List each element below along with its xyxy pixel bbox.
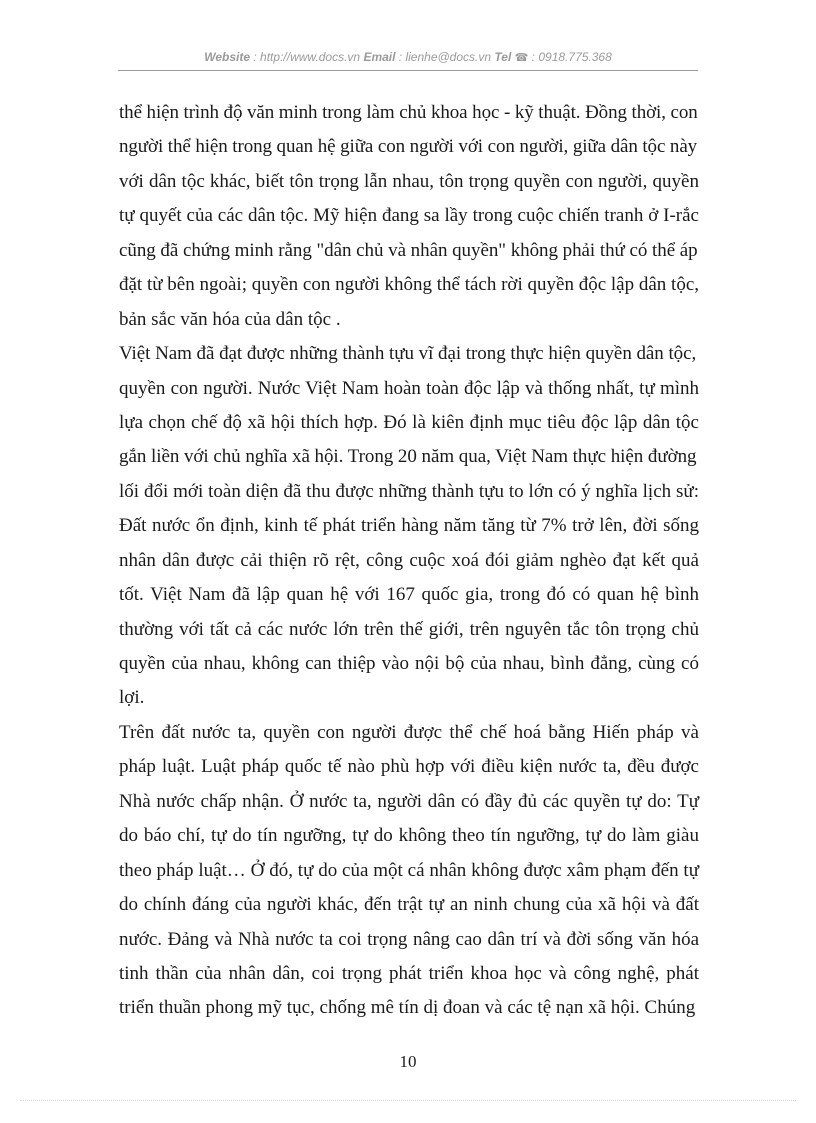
email-label: Email — [363, 50, 396, 64]
email-link[interactable]: lienhe@docs.vn — [405, 50, 492, 64]
text-line: quyền của nhau, không can thiệp vào nội bộ của nhau, bình đẳng, cùng có — [119, 653, 699, 674]
text-line: Đất nước ổn định, kinh tế phát triển hàng năm tăng từ 7% trở lên, đời sống — [119, 515, 699, 537]
page-header: Website : http://www.docs.vn Email : lienhe@docs.vn Tel ☎ : 0918.775.368 — [204, 50, 612, 64]
text-line: Trên đất nước ta, quyền con người được thể chế hoá bằng Hiến pháp và — [119, 721, 699, 743]
text-line: lối đổi mới toàn diện đã thu được những thành tựu to lớn có ý nghĩa lịch sử: — [119, 480, 699, 502]
text-line: lựa chọn chế độ xã hội thích hợp. Đó là kiên định mục tiêu độc lập dân tộc — [119, 411, 699, 433]
text-line: tinh thần của nhân dân, coi trọng phát triển khoa học và công nghệ, phát — [119, 962, 699, 984]
text-line: đặt từ bên ngoài; quyền con người không thể tách rời quyền độc lập dân tộc, — [119, 274, 699, 296]
text-line: do chính đáng của người khác, đến trật tự an ninh chung của xã hội và đất — [119, 894, 699, 916]
header-divider — [118, 70, 698, 71]
body-text — [119, 96, 699, 1026]
text-line: nước. Đảng và Nhà nước ta coi trọng nâng cao dân trí và đời sống văn hóa — [119, 928, 699, 950]
footer-divider — [20, 1100, 796, 1101]
text-line: quyền con người. Nước Việt Nam hoàn toàn độc lập và thống nhất, tự mình — [119, 377, 699, 399]
text-line: bản sắc văn hóa của dân tộc . — [119, 308, 341, 330]
text-line: lợi. — [119, 687, 145, 709]
text-line: do báo chí, tự do tín ngưỡng, tự do không theo tín ngưỡng, tự do làm giàu — [119, 825, 699, 847]
tel-label: Tel — [494, 50, 512, 64]
text-line: Nhà nước chấp nhận. Ở nước ta, người dân có đầy đủ các quyền tự do: Tự — [119, 790, 699, 812]
text-line: triển thuần phong mỹ tục, chống mê tín dị đoan và các tệ nạn xã hội. Chúng — [119, 997, 696, 1019]
text-line: tốt. Việt Nam đã lập quan hệ với 167 quốc gia, trong đó có quan hệ bình — [119, 584, 699, 606]
text-line: gắn liền với chủ nghĩa xã hội. Trong 20 năm qua, Việt Nam thực hiện đường — [119, 446, 697, 468]
text-line: cũng đã chứng minh rằng "dân chủ và nhân quyền" không phải thứ có thể áp — [119, 239, 698, 261]
text-line: pháp luật. Luật pháp quốc tế nào phù hợp với điều kiện nước ta, đều được — [119, 756, 699, 778]
website-label: Website — [204, 50, 251, 64]
text-line: thể hiện trình độ văn minh trong làm chủ khoa học - kỹ thuật. Đồng thời, con — [119, 102, 698, 123]
text-line: nhân dân được cải thiện rõ rệt, công cuộc xoá đói giảm nghèo đạt kết quả — [119, 549, 699, 571]
text-line: theo pháp luật… Ở đó, tự do của một cá nhân không được xâm phạm đến tự — [119, 859, 699, 881]
phone-icon: ☎ — [514, 52, 529, 64]
text-line: người thể hiện trong quan hệ giữa con người với con người, giữa dân tộc này — [119, 136, 698, 158]
page-number: 10 — [399, 1052, 417, 1071]
website-link[interactable]: http://www.docs.vn — [260, 50, 361, 64]
text-line: với dân tộc khác, biết tôn trọng lẫn nhau, tôn trọng quyền con người, quyền — [119, 170, 699, 192]
text-line: thường với tất cả các nước lớn trên thế giới, trên nguyên tắc tôn trọng chủ — [119, 618, 699, 640]
tel-value: 0918.775.368 — [538, 50, 612, 64]
text-line: tự quyết của các dân tộc. Mỹ hiện đang sa lầy trong cuộc chiến tranh ở I-rắc — [119, 205, 699, 227]
text-line: Việt Nam đã đạt được những thành tựu vĩ đại trong thực hiện quyền dân tộc, — [119, 343, 697, 365]
